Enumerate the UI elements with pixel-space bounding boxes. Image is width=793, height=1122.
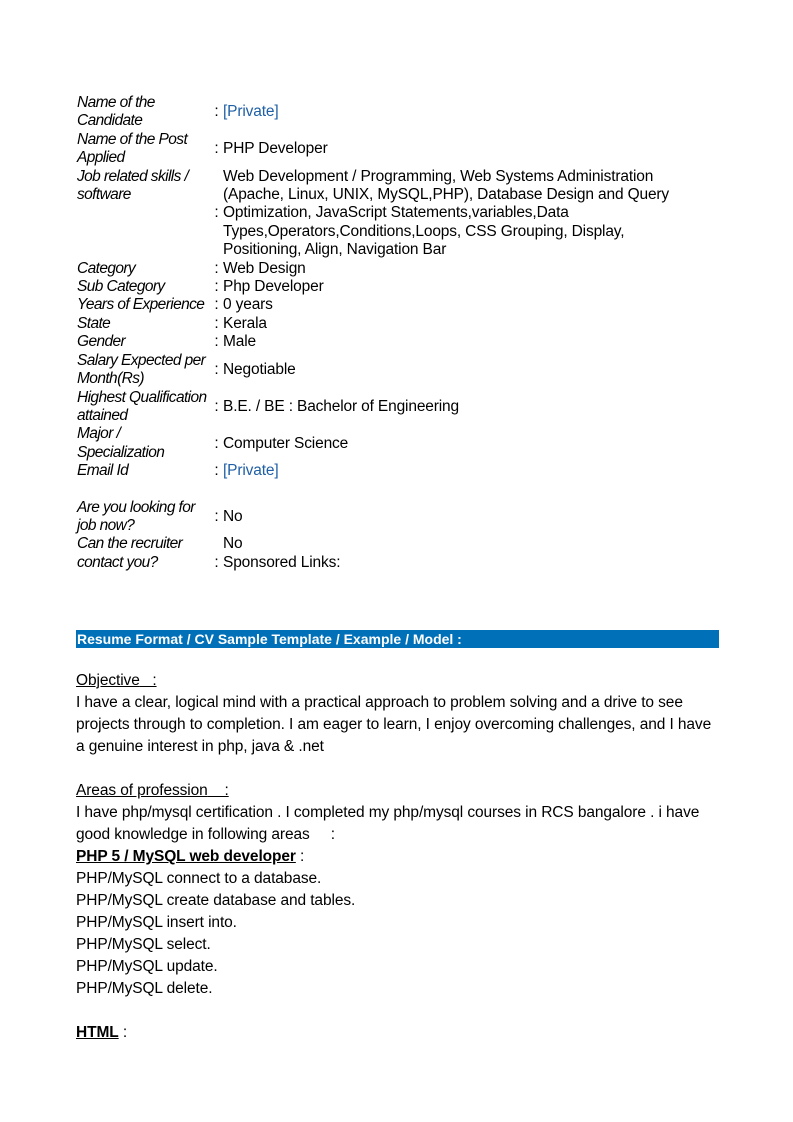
field-value: Negotiable [223, 360, 296, 378]
field-label: Name of the Post Applied [77, 130, 188, 167]
list-item: PHP/MySQL connect to a database. [76, 870, 322, 887]
field-colon: : [214, 434, 219, 452]
field-colon: : [214, 360, 219, 378]
field-value: PHP Developer [223, 140, 328, 158]
field-value: Male [223, 333, 256, 351]
spacer-row [77, 481, 693, 499]
html-heading-line [76, 1022, 716, 1044]
field-colon: : [214, 204, 219, 222]
list-item: PHP/MySQL delete. [76, 980, 213, 997]
areas-heading-suffix: : [207, 782, 229, 799]
field-value: Web Development / Programming, Web Systems Administration (Apache, Linux, UNIX, MySQL,PHP), Database Design and Query Optimization, JavaScript Statements,variables,Data Types,Operators,Conditions,Loops, CSS Grouping, Display, Positioning, Align, Navigation Bar [223, 167, 670, 259]
field-row-email [77, 462, 693, 480]
field-label: Email Id [77, 462, 129, 480]
field-value-private: [Private] [223, 462, 279, 480]
field-colon: : [214, 333, 219, 351]
objective-section [76, 670, 716, 758]
field-value: No [223, 507, 243, 525]
field-row-state [77, 315, 693, 333]
list-item: PHP/MySQL select. [76, 936, 211, 953]
field-label: State [77, 314, 111, 332]
field-value: Php Developer [223, 278, 324, 296]
html-heading-suffix: : [118, 1024, 128, 1041]
field-colon: : [214, 259, 219, 277]
objective-text: I have a clear, logical mind with a practical approach to problem solving and a drive to see projects through to completion. I am eager to learn, I enjoy overcoming challenges, and I have a genuine interest in php, java & .net [76, 694, 712, 755]
objective-heading-suffix: : [139, 672, 157, 689]
areas-heading: Areas of profession [76, 782, 208, 799]
field-label: Years of Experience [77, 296, 205, 314]
field-label: Sub Category [77, 278, 165, 296]
sponsored-links-label: Sponsored Links: [223, 553, 341, 571]
field-value: 0 years [223, 296, 273, 314]
field-row-post-applied [77, 131, 693, 168]
php-mysql-heading: PHP 5 / MySQL web developer [76, 848, 296, 865]
field-label: Salary Expected per Month(Rs) [77, 351, 206, 388]
field-label: Name of the Candidate [77, 94, 155, 130]
field-row-skills [77, 168, 693, 260]
php-mysql-heading-suffix: : [295, 848, 305, 865]
list-item: PHP/MySQL update. [76, 958, 218, 975]
field-row-salary [77, 352, 693, 389]
objective-heading: Objective [76, 672, 140, 689]
field-label: Gender [77, 333, 126, 351]
list-item: PHP/MySQL insert into. [76, 914, 237, 931]
objective-heading-line [76, 670, 716, 692]
field-colon: : [214, 507, 219, 525]
field-value [223, 535, 693, 572]
field-label: Category [77, 259, 136, 277]
field-value-line: No [223, 535, 243, 553]
field-value-private: [Private] [223, 103, 279, 121]
field-label: Are you looking for job now? [77, 498, 195, 534]
list-item: PHP/MySQL create database and tables. [76, 892, 356, 909]
field-colon: : [214, 278, 219, 296]
field-label: Highest Qualification attained [77, 388, 207, 424]
field-row-qualification [77, 389, 693, 426]
field-row-category [77, 260, 693, 278]
field-colon: : [214, 314, 219, 332]
field-row-specialization [77, 425, 693, 462]
areas-text: I have php/mysql certification . I completed my php/mysql courses in RCS bangalore . i have good knowledge in following areas : [76, 804, 704, 843]
field-label: Job related skills / software [77, 167, 189, 204]
field-colon: : [214, 103, 219, 121]
areas-section [76, 780, 716, 1000]
field-row-recruiter-contact [77, 535, 693, 572]
field-row-looking-for-job [77, 499, 693, 536]
field-value: Computer Science [223, 434, 349, 452]
resume-format-banner: Resume Format / CV Sample Template / Example / Model : [76, 630, 719, 648]
field-colon: : [214, 462, 219, 480]
field-label: Major / Specialization [77, 425, 165, 461]
field-row-sub-category [77, 278, 693, 296]
field-row-candidate-name [77, 94, 693, 131]
field-label: Can the recruiter contact you? [77, 535, 183, 571]
field-row-experience [77, 296, 693, 314]
html-heading: HTML [76, 1024, 119, 1041]
areas-heading-line [76, 780, 716, 802]
html-section [76, 1022, 716, 1044]
field-value: Web Design [223, 259, 306, 277]
field-colon: : [214, 553, 219, 571]
php-heading-line [76, 846, 716, 868]
field-colon: : [214, 140, 219, 158]
field-colon: : [214, 296, 219, 314]
field-row-gender [77, 333, 693, 351]
candidate-details-table [77, 94, 693, 572]
field-colon: : [214, 397, 219, 415]
field-value: Kerala [223, 314, 267, 332]
field-value: B.E. / BE : Bachelor of Engineering [223, 397, 459, 415]
